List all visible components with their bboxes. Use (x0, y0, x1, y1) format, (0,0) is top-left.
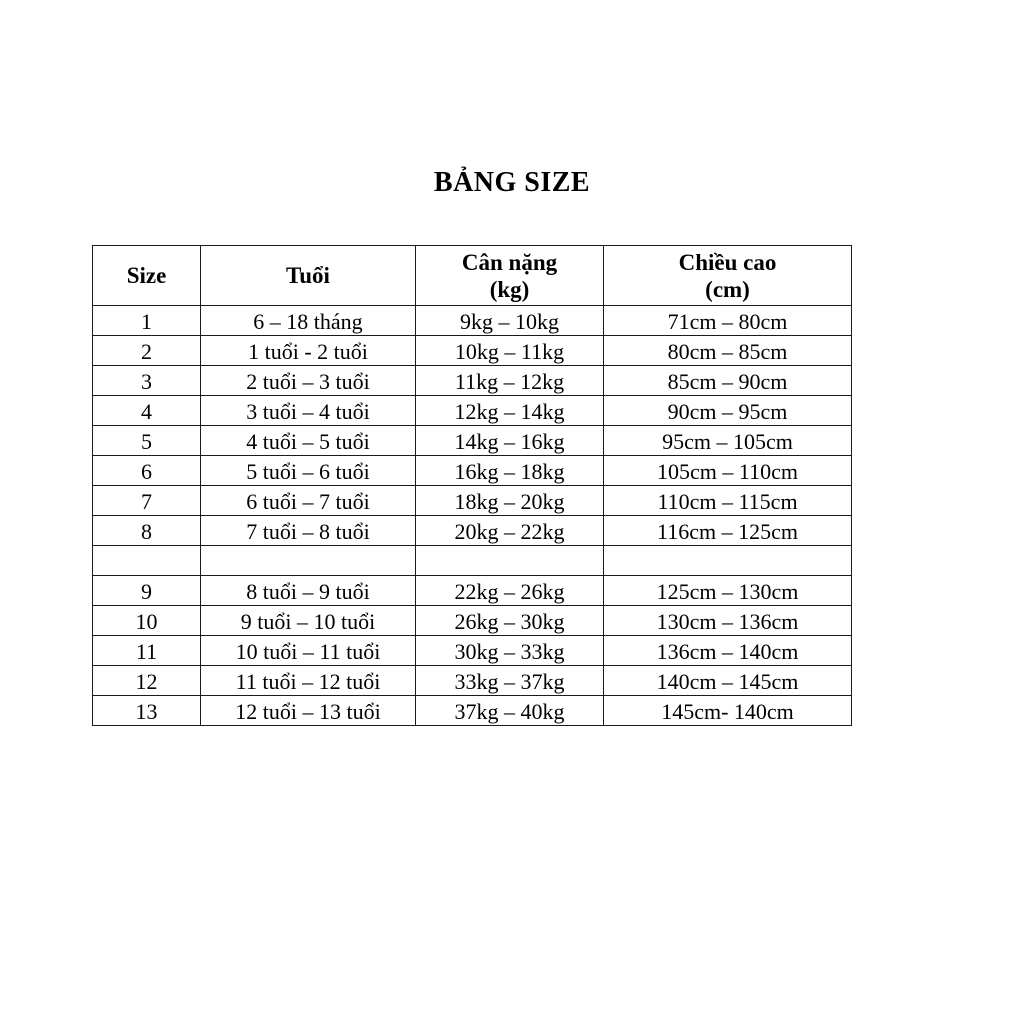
cell-weight: 12kg – 14kg (416, 396, 604, 426)
page-title: BẢNG SIZE (433, 167, 591, 198)
cell-age: 2 tuổi – 3 tuổi (201, 366, 416, 396)
cell-weight: 20kg – 22kg (416, 516, 604, 546)
cell-weight: 16kg – 18kg (416, 456, 604, 486)
cell-size: 2 (93, 336, 201, 366)
cell-height: 140cm – 145cm (604, 666, 852, 696)
cell-height: 125cm – 130cm (604, 576, 852, 606)
cell-weight: 18kg – 20kg (416, 486, 604, 516)
table-row (93, 516, 852, 546)
cell-size: 10 (93, 606, 201, 636)
size-chart-table (92, 245, 852, 726)
cell-age: 11 tuổi – 12 tuổi (201, 666, 416, 696)
cell-age: 9 tuổi – 10 tuổi (201, 606, 416, 636)
cell-weight: 26kg – 30kg (416, 606, 604, 636)
table-row (93, 696, 852, 726)
table-row (93, 636, 852, 666)
cell-size: 7 (93, 486, 201, 516)
cell-size: 5 (93, 426, 201, 456)
cell-height: 110cm – 115cm (604, 486, 852, 516)
header-size: Size (93, 246, 201, 306)
cell-age: 1 tuổi - 2 tuổi (201, 336, 416, 366)
table-header-row (93, 246, 852, 306)
table-row (93, 576, 852, 606)
cell-weight: 11kg – 12kg (416, 366, 604, 396)
cell-age: 4 tuổi – 5 tuổi (201, 426, 416, 456)
cell-size: 13 (93, 696, 201, 726)
cell-height (604, 546, 852, 576)
cell-age: 5 tuổi – 6 tuổi (201, 456, 416, 486)
cell-age: 3 tuổi – 4 tuổi (201, 396, 416, 426)
cell-weight: 37kg – 40kg (416, 696, 604, 726)
cell-size: 9 (93, 576, 201, 606)
table-row (93, 366, 852, 396)
cell-weight: 10kg – 11kg (416, 336, 604, 366)
cell-age: 8 tuổi – 9 tuổi (201, 576, 416, 606)
cell-weight: 9kg – 10kg (416, 306, 604, 336)
cell-age: 7 tuổi – 8 tuổi (201, 516, 416, 546)
cell-weight: 33kg – 37kg (416, 666, 604, 696)
table-row (93, 336, 852, 366)
cell-age (201, 546, 416, 576)
cell-size: 3 (93, 366, 201, 396)
cell-height: 116cm – 125cm (604, 516, 852, 546)
header-height: Chiều cao (cm) (604, 246, 852, 306)
cell-size: 12 (93, 666, 201, 696)
table-row (93, 666, 852, 696)
cell-weight: 14kg – 16kg (416, 426, 604, 456)
table-row (93, 426, 852, 456)
cell-size: 6 (93, 456, 201, 486)
table-row (93, 606, 852, 636)
cell-height: 71cm – 80cm (604, 306, 852, 336)
table-row-empty (93, 546, 852, 576)
cell-weight: 22kg – 26kg (416, 576, 604, 606)
table-row (93, 306, 852, 336)
cell-height: 105cm – 110cm (604, 456, 852, 486)
table-row (93, 396, 852, 426)
cell-age: 12 tuổi – 13 tuổi (201, 696, 416, 726)
cell-height: 90cm – 95cm (604, 396, 852, 426)
cell-age: 10 tuổi – 11 tuổi (201, 636, 416, 666)
table-row (93, 456, 852, 486)
cell-weight: 30kg – 33kg (416, 636, 604, 666)
cell-age: 6 tuổi – 7 tuổi (201, 486, 416, 516)
cell-age: 6 – 18 tháng (201, 306, 416, 336)
cell-height: 80cm – 85cm (604, 336, 852, 366)
cell-size: 4 (93, 396, 201, 426)
table-row (93, 486, 852, 516)
header-age: Tuổi (201, 246, 416, 306)
cell-size: 11 (93, 636, 201, 666)
cell-height: 130cm – 136cm (604, 606, 852, 636)
cell-height: 95cm – 105cm (604, 426, 852, 456)
cell-height: 85cm – 90cm (604, 366, 852, 396)
cell-size: 1 (93, 306, 201, 336)
cell-height: 136cm – 140cm (604, 636, 852, 666)
cell-height: 145cm- 140cm (604, 696, 852, 726)
cell-size: 8 (93, 516, 201, 546)
cell-weight (416, 546, 604, 576)
header-weight: Cân nặng (kg) (416, 246, 604, 306)
cell-size (93, 546, 201, 576)
